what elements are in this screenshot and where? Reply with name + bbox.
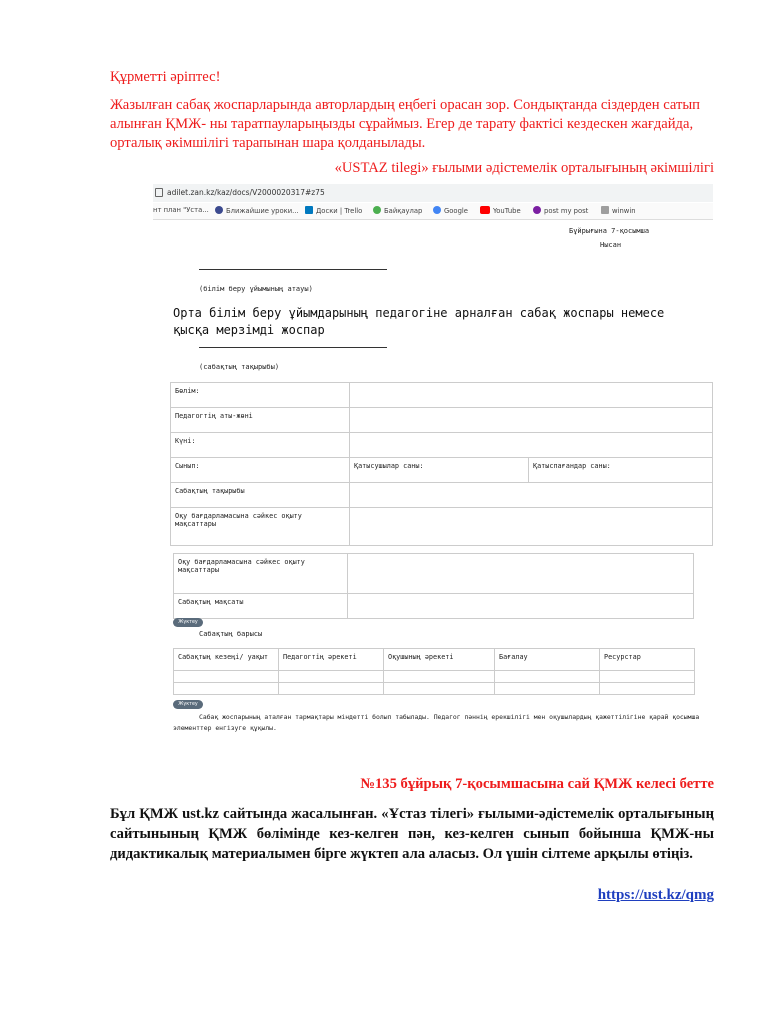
bookmark-item: нт план "Уста...	[153, 206, 209, 214]
progress-header-teacher: Педагогтің әрекеті	[279, 649, 384, 671]
cell-section-value	[350, 383, 713, 408]
row-topic: Сабақтың тақырыбы	[171, 483, 350, 508]
greeting: Құрметті әріптес!	[110, 69, 221, 85]
post-icon	[533, 206, 541, 214]
progress-cell	[495, 671, 600, 683]
progress-cell	[384, 671, 495, 683]
progress-cell	[279, 671, 384, 683]
progress-header-assessment: Бағалау	[495, 649, 600, 671]
row-goals: Оқу бағдарламасына сәйкес оқыту мақсаттары	[171, 508, 350, 546]
bookmark-item: Google	[433, 206, 468, 215]
progress-cell	[279, 683, 384, 695]
download-button[interactable]: Жүктеу	[173, 618, 203, 627]
download-button[interactable]: Жүктеу	[173, 700, 203, 709]
lesson-aims-table	[173, 553, 694, 619]
row-absent: Қатыспағандар саны:	[529, 458, 713, 483]
row-teacher: Педагогтің аты-жөні	[171, 408, 350, 433]
bookmark-item: Байқаулар	[373, 206, 422, 215]
site-link-line	[110, 886, 714, 905]
bookmark-item: winwin	[601, 206, 636, 215]
address-bar	[153, 184, 713, 202]
row-date: Күні:	[171, 433, 350, 458]
progress-cell	[600, 671, 695, 683]
progress-cell	[174, 683, 279, 695]
lesson-info-table	[170, 382, 713, 546]
topic-line	[199, 347, 387, 348]
row2-aim: Сабақтың мақсаты	[174, 594, 348, 619]
cell-date-value	[350, 433, 713, 458]
progress-header-student: Оқушының әрекеті	[384, 649, 495, 671]
row2-goals: Оқу бағдарламасына сәйкес оқыту мақсаттары	[174, 554, 348, 594]
bookmark-item: YouTube	[480, 206, 521, 215]
order-note: №135 бұйрық 7-қосымшасына сай ҚМЖ келесі бетте	[360, 776, 714, 792]
lock-icon	[155, 188, 163, 197]
bookmark-item: post my post	[533, 206, 588, 215]
progress-cell	[384, 683, 495, 695]
progress-cell	[495, 683, 600, 695]
lesson-progress-table	[173, 648, 695, 695]
bookmark-item: Доски | Trello	[305, 206, 362, 215]
signature: «USTAZ tilegi» ғылыми әдістемелік орталығының әкімшілігі	[334, 160, 714, 176]
progress-header-resources: Ресурстар	[600, 649, 695, 671]
row-grade: Сынып:	[171, 458, 350, 483]
globe-icon	[373, 206, 381, 214]
cell2-goals-value	[348, 554, 694, 594]
footnote: Сабақ жоспарының аталған тармақтары міндетті болып табылады. Педагог пәннің ерекшілігі мен оқушылардың қажеттілігіне қарай қосымша элементтер енгізуге құқылы.	[173, 713, 700, 732]
progress-cell	[600, 683, 695, 695]
site-link[interactable]: https://ust.kz/qmg	[597, 887, 714, 903]
gc-icon	[215, 206, 223, 214]
plan-title: Орта білім беру ұйымдарының педагогіне арналған сабақ жоспары немесе қысқа мерзімді жоспар	[173, 306, 665, 337]
bookmark-item: Ближайшие уроки...	[215, 206, 299, 215]
cell-teacher-value	[350, 408, 713, 433]
trello-icon	[305, 206, 313, 214]
cell-topic-value	[350, 483, 713, 508]
intro-paragraph: Жазылған сабақ жоспарларында авторлардың еңбегі орасан зор. Сондықтанда сіздерден сатып алынған ҚМЖ- ны таратпауларыңызды сұраймыз. Егер де тарату фактісі кездескен жағдайда, орталық әкімшілігі тарапынан шара қолданылады.	[110, 97, 700, 151]
progress-cell	[174, 671, 279, 683]
page-icon	[601, 206, 609, 214]
progress-title: Сабақтың барысы	[199, 630, 263, 638]
progress-header-stage: Сабақтың кезеңі/ уақыт	[174, 649, 279, 671]
bookmarks-bar	[153, 203, 713, 220]
org-name-line	[199, 269, 387, 270]
row-present: Қатысушылар саны:	[350, 458, 529, 483]
cell2-aim-value	[348, 594, 694, 619]
cell-goals-value	[350, 508, 713, 546]
row-section: Бөлім:	[171, 383, 350, 408]
google-icon	[433, 206, 441, 214]
org-caption: (білім беру ұйымының атауы)	[199, 285, 313, 293]
url-text: adilet.zan.kz/kaz/docs/V2000020317#z75	[167, 188, 325, 197]
youtube-icon	[480, 206, 490, 214]
form-label: Нысан	[600, 241, 622, 249]
topic-caption: (сабақтың тақырыбы)	[199, 363, 280, 371]
body-paragraph: Бұл ҚМЖ ust.kz сайтында жасалынған. «Ұстаз тілегі» ғылыми-әдістемелік орталығының сайтынының ҚМЖ бөлімінде кез-келген пән, кез-келген сынып бойынша ҚМЖ-ны дидактикалық материалымен бірге жүктеп ала аласыз. Ол үшін сілтеме арқылы өтіңіз.	[110, 806, 714, 862]
embedded-screenshot	[153, 184, 713, 738]
appendix-label: Бұйрығына 7-қосымша	[569, 227, 650, 235]
